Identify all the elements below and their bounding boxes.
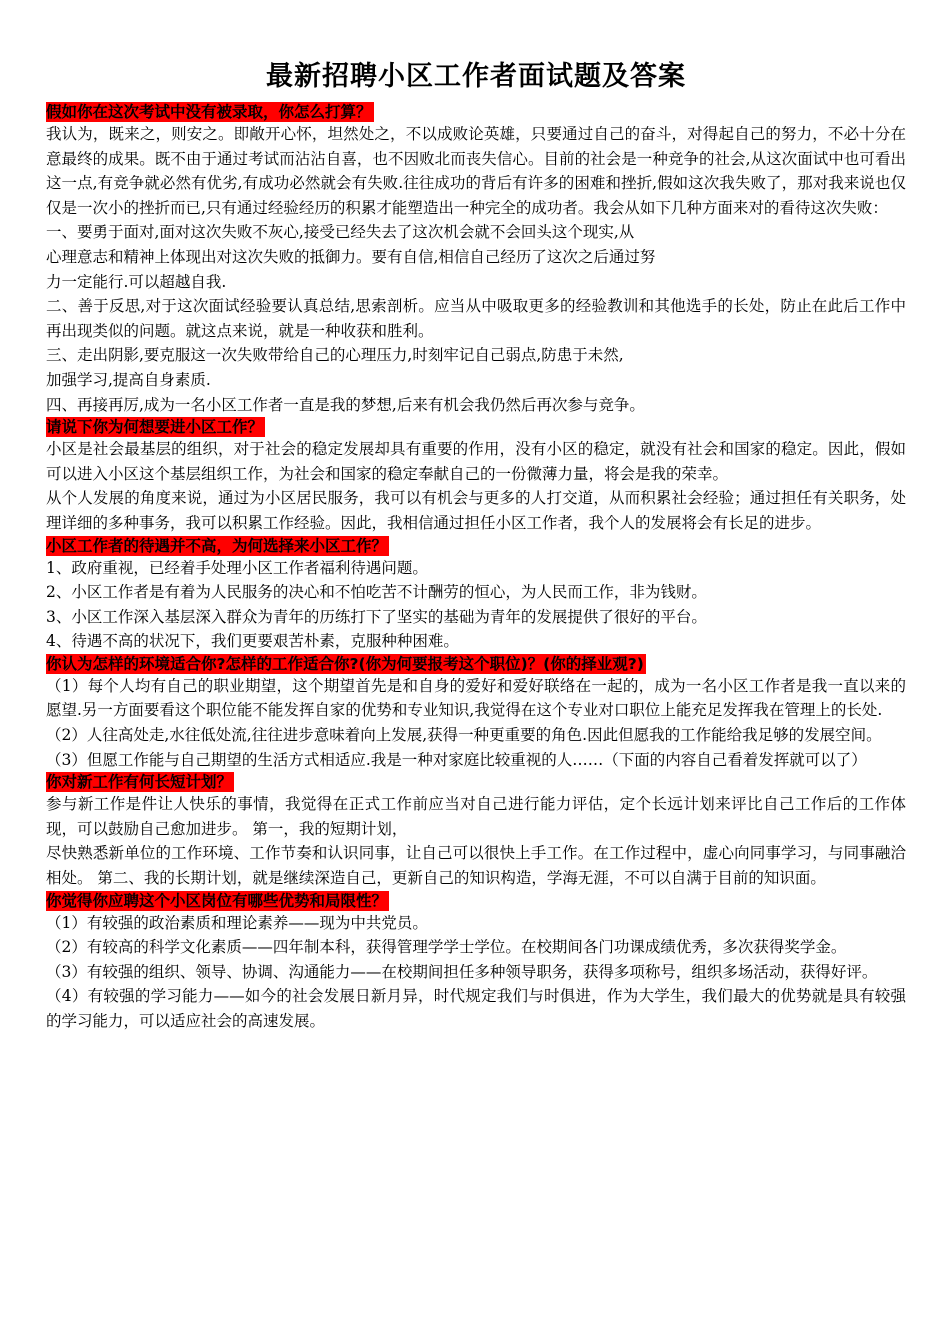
answer-paragraph: 一、要勇于面对,面对这次失败不灰心,接受已经失去了这次机会就不会回头这个现实,从 <box>46 223 635 242</box>
answer-paragraph: 3、小区工作深入基层深入群众为青年的历练打下了坚实的基础为青年的发展提供了很好的平台。 <box>46 607 707 626</box>
answer-paragraph: （1）每个人均有自己的职业期望，这个期望首先是和自身的爱好和爱好联络在一起的，成为一名小区工作者是我一直以来的愿望.另一方面要看这个职位能不能发挥自家的优势和专业知识,我觉得在这个专业对口职位上能充足发挥我在管理上的长处. <box>46 676 906 720</box>
question-heading: 请说下你为何想要进小区工作？ <box>46 418 264 437</box>
answer-paragraph: 力一定能行.可以超越自我. <box>46 272 227 291</box>
qa-section <box>46 891 906 1034</box>
answer-paragraph: （2）有较高的科学文化素质——四年制本科，获得管理学学士学位。在校期间各门功课成绩优秀，多次获得奖学金。 <box>46 938 847 957</box>
qa-section <box>46 772 906 890</box>
answer-paragraph: 参与新工作是件让人快乐的事情，我觉得在正式工作前应当对自己进行能力评估，定个长远计划来评比自己工作后的工作体现，可以鼓励自己愈加进步。 第一，我的短期计划， <box>46 795 906 838</box>
answer-paragraph: 2、小区工作者是有着为人民服务的决心和不怕吃苦不计酬劳的恒心，为人民而工作，非为钱财。 <box>46 583 707 602</box>
document-title: 最新招聘小区工作者面试题及答案 <box>266 61 686 92</box>
question-heading: 你认为怎样的环境适合你?怎样的工作适合你?(你为何要报考这个职位)？(你的择业观?) <box>46 654 644 673</box>
answer-paragraph: 我认为，既来之，则安之。即敞开心怀，坦然处之，不以成败论英雄，只要通过自己的奋斗，对得起自己的努力，不必十分在意最终的成果。既不由于通过考试而沾沾自喜，也不因败北而丧失信心。目前的社会是一种竞争的社会,从这次面试中也可看出这一点,有竞争就必然有优劣,有成功必然就会有失败.往往成功的背后有许多的困难和挫折,假如这次我失败了，那对我来说也仅仅是一次小的挫折而已,只有通过经验经历的积累才能塑造出一种完全的成功者。我会从如下几种方面来对的看待这次失败： <box>46 125 906 217</box>
answer-paragraph: 从个人发展的角度来说，通过为小区居民服务，我可以有机会与更多的人打交道，从而积累社会经验；通过担任有关职务，处理详细的多种事务，我可以积累工作经验。因此，我相信通过担任小区工作者，我个人的发展将会有长足的进步。 <box>46 489 906 532</box>
question-heading: 你对新工作有何长短计划？ <box>46 773 233 792</box>
answer-paragraph: 加强学习,提高自身素质. <box>46 370 211 389</box>
qa-section <box>46 417 906 535</box>
answer-paragraph: 小区是社会最基层的组织，对于社会的稳定发展却具有重要的作用，没有小区的稳定，就没有社会和国家的稳定。因此，假如可以进入小区这个基层组织工作，为社会和国家的稳定奉献自己的一份微薄力量，将会是我的荣幸。 <box>46 440 906 483</box>
answer-paragraph: 1、政府重视，已经着手处理小区工作者福利待遇问题。 <box>46 558 428 577</box>
answer-paragraph: （3）但愿工作能与自己期望的生活方式相适应.我是一种对家庭比较重视的人……（下面的内容自己看着发挥就可以了） <box>46 750 867 769</box>
answer-paragraph: （3）有较强的组织、领导、协调、沟通能力——在校期间担任多种领导职务，获得多项称号，组织多场活动，获得好评。 <box>46 962 878 981</box>
question-heading: 你觉得你应聘这个小区岗位有哪些优势和局限性？ <box>46 891 388 910</box>
answer-paragraph: 心理意志和精神上体现出对这次失败的抵御力。要有自信,相信自己经历了这次之后通过努 <box>46 247 656 266</box>
answer-paragraph: 尽快熟悉新单位的工作环境、工作节奏和认识同事，让自己可以很快上手工作。在工作过程中，虚心向同事学习，与同事融洽相处。 第二、我的长期计划，就是继续深造自己，更新自己的知识构造，学海无涯，不可以自满于目前的知识面。 <box>46 844 906 888</box>
question-heading: 小区工作者的待遇并不高，为何选择来小区工作？ <box>46 536 388 555</box>
sections-container <box>46 102 906 1034</box>
question-heading: 假如你在这次考试中没有被录取，你怎么打算？ <box>46 103 372 121</box>
answer-paragraph: 四、再接再厉,成为一名小区工作者一直是我的梦想,后来有机会我仍然后再次参与竞争。 <box>46 395 645 414</box>
qa-section <box>46 102 906 417</box>
answer-paragraph: 三、走出阴影,要克服这一次失败带给自己的心理压力,时刻牢记自己弱点,防患于未然, <box>46 346 624 365</box>
qa-section <box>46 536 906 654</box>
answer-paragraph: 4、待遇不高的状况下，我们更要艰苦朴素，克服种种困难。 <box>46 632 459 651</box>
answer-paragraph: （4）有较强的学习能力——如今的社会发展日新月异，时代规定我们与时俱进，作为大学生，我们最大的优势就是具有较强的学习能力，可以适应社会的高速发展。 <box>46 987 906 1030</box>
qa-section <box>46 654 906 772</box>
answer-paragraph: （1）有较强的政治素质和理论素养——现为中共党员。 <box>46 913 428 932</box>
answer-paragraph: （2）人往高处走,水往低处流,往往进步意味着向上发展,获得一种更重要的角色.因此但愿我的工作能给我足够的发展空间。 <box>46 726 882 745</box>
answer-paragraph: 二、善于反思,对于这次面试经验要认真总结,思索剖析。应当从中吸取更多的经验教训和其他选手的长处，防止在此后工作中再出现类似的问题。就这点来说，就是一种收获和胜利。 <box>46 297 906 340</box>
